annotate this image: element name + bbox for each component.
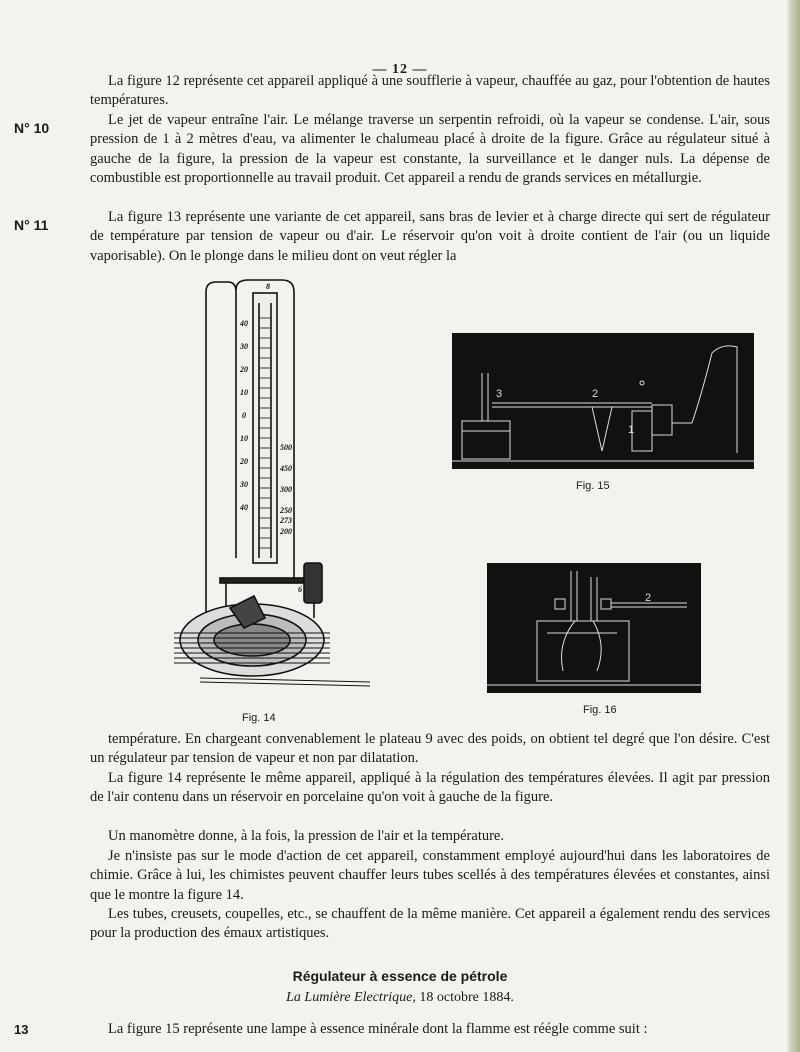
fig14-caption: Fig. 14 — [242, 712, 276, 724]
fig15-label-2: 2 — [592, 388, 599, 400]
fig14-left-scale-tick: 40 — [240, 319, 248, 328]
fig14-left-scale-tick: 10 — [240, 388, 248, 397]
fig14-right-scale-tick: 250 — [280, 506, 292, 515]
figure-15 — [452, 333, 754, 469]
margin-note-13: 13 — [14, 1022, 29, 1037]
figure-16 — [487, 563, 701, 693]
section-heading: Régulateur à essence de pétrole — [292, 968, 508, 984]
page-edge-shadow — [786, 0, 800, 1052]
section-source — [0, 990, 800, 1006]
paragraph: La figure 13 représente une variante de cet appareil, sans bras de levier et à charge directe qui sert de régulateur de température par tension de vapeur ou d'air. Le réservoir qu'on voit à droite contient de l'air (ou un liquide vaporisable). On le plonge dans le milieu dont on veut régler la — [90, 209, 770, 264]
fig14-left-scale-tick: 40 — [240, 503, 248, 512]
fig14-left-scale-tick: 30 — [240, 480, 248, 489]
margin-note-10: N° 10 — [14, 120, 50, 136]
source-date: 18 octobre 1884. — [419, 990, 514, 1005]
fig14-right-scale-tick: 273 — [280, 516, 292, 525]
fig14-left-scale-tick: 20 — [240, 365, 248, 374]
paragraph: Le jet de vapeur entraîne l'air. Le mélange traverse un serpentin refroidi, où la vapeur se condense. L'air, sous pression de 1 à 2 mètres d'eau, va alimenter le chalumeau placé à droite de la figure. Grâce au régulateur situé à gauche de la figure, la pression de la vapeur est constante, la surveillance et le danger nuls. La dépense de combustible est proportionnelle au travail produit. Cet appareil a rendu de grands services en métallurgie. — [90, 112, 770, 186]
fig14-right-scale-tick: 200 — [280, 527, 292, 536]
paragraph: La figure 15 représente une lampe à essence minérale dont la flamme est réégle comme suit : — [108, 1021, 648, 1037]
paragraph: La figure 14 représente le même appareil, appliqué à la régulation des températures élevées. Il agit par pression de l'air contenu dans un réservoir en porcelaine qu'on voit à gauche de la figure. — [90, 770, 770, 806]
fig14-left-scale-tick: 10 — [240, 434, 248, 443]
fig14-left-scale-tick: 30 — [240, 342, 248, 351]
paragraph: La figure 12 représente cet appareil appliqué à une soufflerie à vapeur, chauffée au gaz, pour l'obtention de hautes températures. — [90, 73, 770, 109]
page-number: — 12 — — [372, 62, 428, 77]
fig15-label-3: 3 — [496, 388, 503, 400]
paragraph: Je n'insiste pas sur le mode d'action de cet appareil, constamment employé aujourd'hui dans les laboratoires de chimie. Grâce à lui, les chimistes peuvent chauffer leurs tubes scellés à des températures élevées et constantes, ainsi que le montre la figure 14. — [90, 848, 770, 903]
fig16-label-2: 2 — [645, 592, 652, 604]
paragraph: Les tubes, creusets, coupelles, etc., se chauffent de la même manière. Cet appareil a également rendu des services pour la production des émaux artistiques. — [90, 906, 770, 942]
fig14-left-scale-tick: 20 — [240, 457, 248, 466]
fig14-right-scale-tick: 450 — [280, 464, 292, 473]
fig14-right-scale-tick: 300 — [280, 485, 292, 494]
margin-note-11: N° 11 — [14, 217, 49, 233]
figure-14 — [170, 278, 380, 710]
fig14-right-scale-tick: 500 — [280, 443, 292, 452]
fig15-label-1: 1 — [628, 424, 635, 436]
fig14-side-label: 6 — [298, 585, 302, 594]
paragraph: température. En chargeant convenablement le plateau 9 avec des poids, on obtient tel degré que l'on désire. C'est un régulateur par tension de vapeur et non par dilatation. — [90, 731, 770, 767]
fig15-caption: Fig. 15 — [576, 480, 610, 492]
fig16-caption: Fig. 16 — [583, 704, 617, 716]
paragraph: Un manomètre donne, à la fois, la pression de l'air et la température. — [108, 828, 504, 844]
source-journal: La Lumière Electrique, — [286, 990, 416, 1005]
fig14-left-scale-tick: 0 — [242, 411, 246, 420]
fig14-top-label: 8 — [266, 282, 270, 291]
